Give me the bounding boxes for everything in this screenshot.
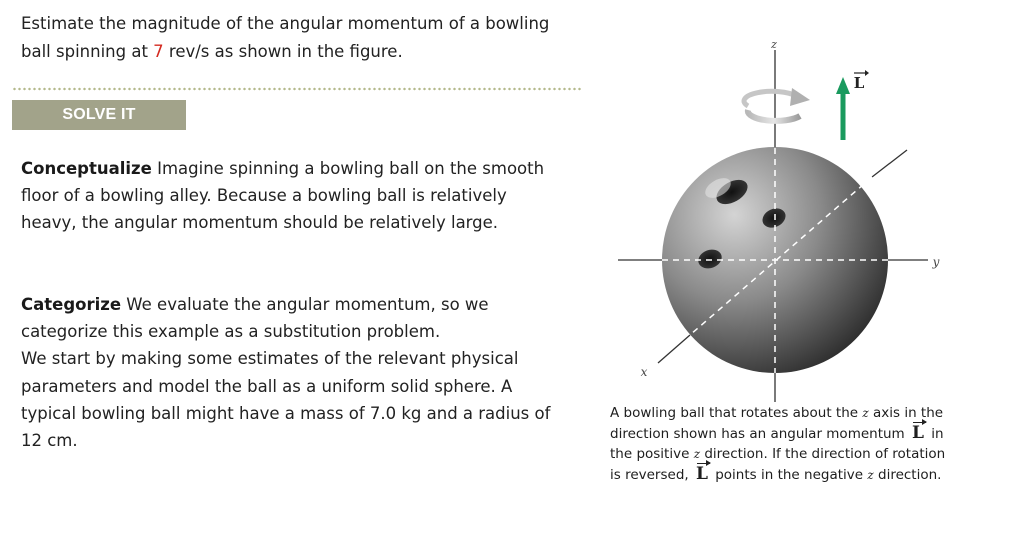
rotation-rate-value: 7 <box>153 42 164 61</box>
caption-z-3: z <box>867 468 874 482</box>
x-axis-lower <box>658 335 690 363</box>
caption-text-6: direction. <box>873 467 942 483</box>
x-axis-upper <box>872 150 907 177</box>
bowling-ball-figure <box>600 30 960 402</box>
angular-momentum-vector-icon <box>836 77 850 140</box>
caption-text-2: axis in the direction shown has an angular momentum <box>610 405 944 442</box>
caption-text-3: in the positive <box>610 426 944 462</box>
caption-L-vector-2: L <box>695 464 708 484</box>
problem-statement <box>21 10 551 66</box>
rotation-arrow-icon <box>744 88 810 121</box>
categorize-heading: Categorize <box>21 295 122 314</box>
dotted-divider <box>12 87 582 91</box>
caption-text-1: A bowling ball that rotates about the <box>610 405 863 421</box>
problem-text-after: rev/s as shown in the figure. <box>163 42 403 61</box>
conceptualize-text: Imagine spinning a bowling ball on the smooth floor of a bowling alley. Because a bowling ball is relatively heavy, the angular momentum should be relatively large. <box>21 159 545 233</box>
x-axis-label: x <box>640 365 648 379</box>
L-vector-label: L <box>853 74 865 92</box>
categorize-paragraph <box>21 291 566 454</box>
solve-it-banner: SOLVE IT <box>12 100 186 130</box>
figure-caption <box>610 403 955 485</box>
problem-text-before: Estimate the magnitude of the angular momentum of a bowling ball spinning at <box>21 14 550 61</box>
caption-text-4: direction. If the direction of rotation is reversed, <box>610 446 946 483</box>
caption-z-1: z <box>862 406 869 420</box>
conceptualize-heading: Conceptualize <box>21 159 152 178</box>
conceptualize-paragraph <box>21 155 566 237</box>
estimate-text: We start by making some estimates of the relevant physical parameters and model the ball as a uniform solid sphere. A typical bowling ball might have a mass of 7.0 kg and a radius of 12 cm. <box>21 349 551 451</box>
caption-L-vector-1: L <box>912 423 924 443</box>
caption-z-2: z <box>693 447 701 461</box>
caption-text-5: points in the negative <box>710 467 868 483</box>
categorize-text: We evaluate the angular momentum, so we categorize this example as a substitution problem. <box>21 295 489 342</box>
z-axis-label: z <box>771 38 777 51</box>
y-axis-label: y <box>932 255 940 269</box>
